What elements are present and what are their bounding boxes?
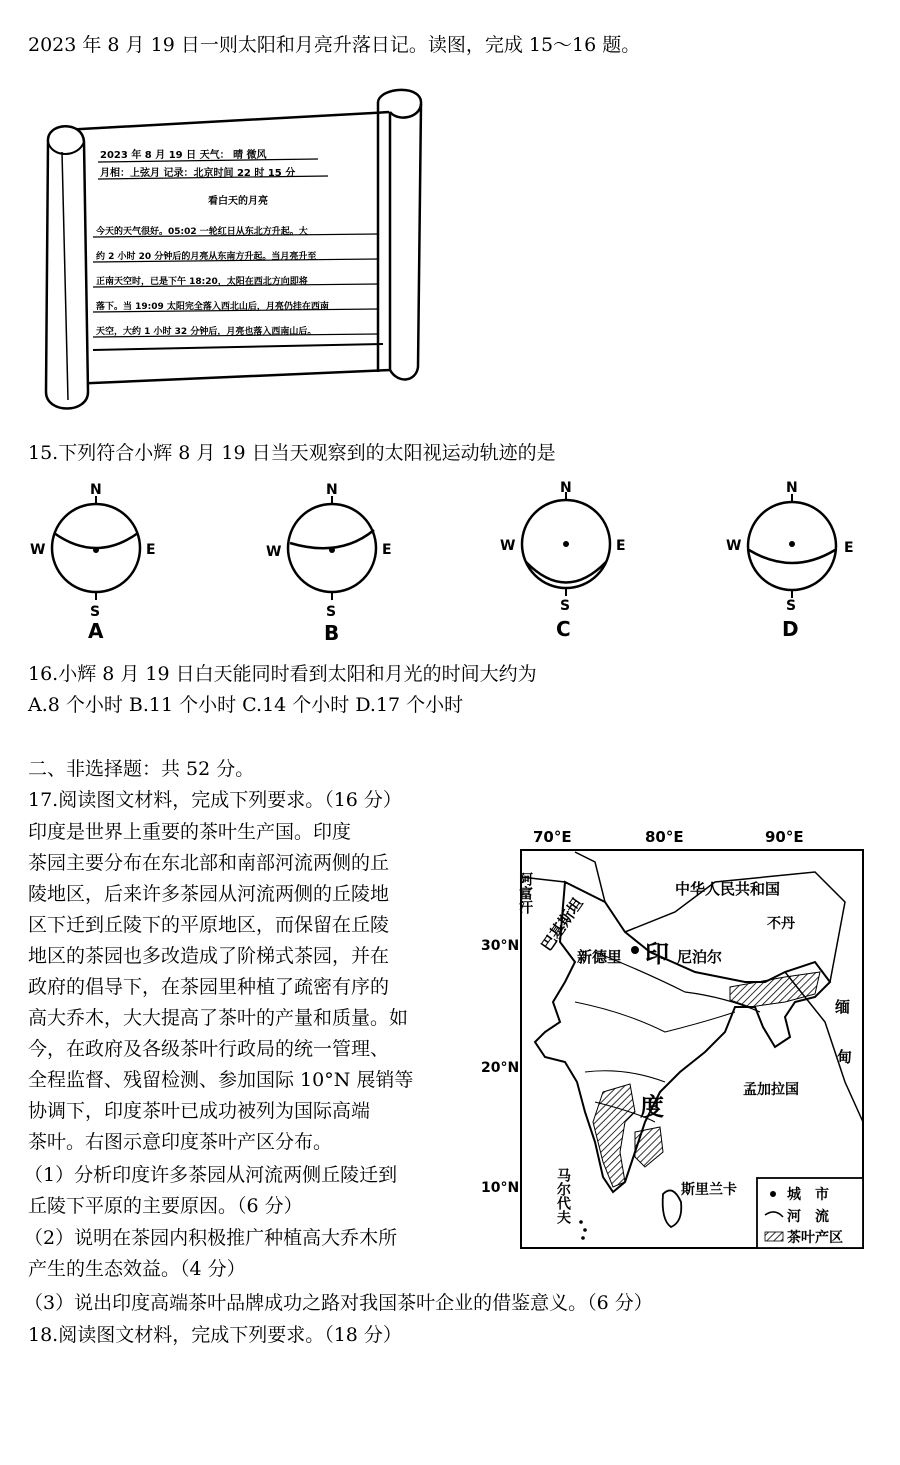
label-srilanka: 斯里兰卡	[681, 1182, 737, 1198]
question-15: 15.下列符合小辉 8 月 19 日当天观察到的太阳视运动轨迹的是	[28, 442, 556, 464]
option-a-w: W	[30, 542, 46, 558]
q17-para-3: 区下迁到丘陵下的平原地区，而保留在丘陵	[28, 914, 390, 936]
option-d-n: N	[786, 480, 798, 496]
lat-20: 20°N	[481, 1060, 520, 1076]
option-b-w: W	[266, 544, 282, 560]
diary-line1: 2023 年 8 月 19 日 天气： 晴 微风	[100, 150, 267, 161]
question-17-title: 17.阅读图文材料，完成下列要求。（16 分）	[28, 789, 402, 811]
q17-para-6: 高大乔木，大大提高了茶叶的产量和质量。如	[28, 1007, 409, 1029]
q17-sub-3: （3）说出印度高端茶叶品牌成功之路对我国茶叶企业的借鉴意义。（6 分）	[24, 1292, 653, 1314]
q17-para-4: 地区的茶园也多改造成了阶梯式茶园，并在	[28, 945, 390, 967]
label-india-1: 印	[645, 940, 669, 968]
diary-body-1: 约 2 小时 20 分钟后的月亮从东南方升起。当月亮升至	[96, 252, 317, 262]
newdelhi-dot	[631, 946, 639, 954]
label-india-2: 度	[640, 1093, 664, 1121]
q17-para-5: 政府的倡导下，在茶园里种植了疏密有序的	[28, 976, 390, 998]
lat-10: 10°N	[481, 1180, 520, 1196]
label-maldives: 马尔代夫	[555, 1168, 571, 1224]
diary-body-4: 天空，大约 1 小时 32 分钟后，月亮也落入西南山后。	[96, 327, 317, 337]
q17-sub-1b: 丘陵下平原的主要原因。（6 分）	[28, 1195, 303, 1217]
option-a-diagram[interactable]	[30, 482, 156, 643]
lat-30: 30°N	[481, 938, 520, 954]
legend-city: 城 市	[787, 1187, 829, 1203]
option-c-s: S	[560, 598, 571, 614]
option-a-s: S	[90, 604, 101, 620]
q17-para-10: 茶叶。右图示意印度茶叶产区分布。	[28, 1131, 333, 1153]
label-bhutan: 不丹	[767, 916, 795, 932]
option-d-letter: D	[782, 617, 799, 641]
q17-sub-2a: （2）说明在茶园内积极推广种植高大乔木所	[24, 1227, 398, 1249]
option-c-letter: C	[556, 617, 571, 641]
map-svg	[481, 822, 880, 1252]
option-a-e: E	[146, 542, 156, 558]
option-c-n: N	[560, 480, 572, 496]
option-d-w: W	[726, 538, 742, 554]
option-c-e: E	[616, 538, 626, 554]
option-a-letter: A	[88, 619, 104, 643]
q17-para-1: 茶园主要分布在东北部和南部河流两侧的丘	[28, 852, 390, 874]
option-b-diagram[interactable]	[266, 482, 392, 645]
question-16: 16.小辉 8 月 19 日白天能同时看到太阳和月光的时间大约为	[28, 663, 537, 685]
label-china: 中华人民共和国	[675, 880, 781, 898]
diary-heading: 看白天的月亮	[208, 196, 268, 207]
scroll-frame	[28, 82, 428, 412]
q17-sub-2b: 产生的生态效益。（4 分）	[28, 1258, 246, 1280]
q17-para-7: 今，在政府及各级茶叶行政局的统一管理、	[28, 1038, 390, 1060]
lon-90: 90°E	[765, 828, 804, 846]
diary-body-3: 落下。当 19:09 太阳完全落入西北山后，月亮仍挂在西南	[96, 302, 329, 312]
label-bangladesh: 孟加拉国	[743, 1082, 799, 1098]
q17-sub-1a: （1）分析印度许多茶园从河流两侧丘陵迁到	[24, 1164, 398, 1186]
legend-river: 河 流	[787, 1209, 829, 1225]
diary-line2: 月相：上弦月 记录：北京时间 22 时 15 分	[100, 168, 296, 179]
question-18-title: 18.阅读图文材料，完成下列要求。（18 分）	[28, 1324, 402, 1346]
option-c-w: W	[500, 538, 516, 554]
india-tea-map	[481, 822, 880, 1252]
lon-80: 80°E	[645, 828, 684, 846]
option-b-e: E	[382, 542, 392, 558]
option-b-s: S	[326, 604, 337, 620]
section-2-heading: 二、非选择题：共 52 分。	[28, 758, 255, 780]
label-pakistan: 巴基斯坦	[537, 894, 587, 955]
option-d-e: E	[844, 540, 854, 556]
label-newdelhi: 新德里	[577, 948, 623, 966]
label-myanmar-1: 缅	[835, 998, 851, 1016]
q17-para-2: 陵地区，后来许多茶园从河流两侧的丘陵地	[28, 883, 390, 905]
option-d-s: S	[786, 598, 797, 614]
option-a-n: N	[90, 482, 102, 498]
label-afghanistan: 阿富汗	[517, 872, 533, 914]
q17-para-8: 全程监督、残留检测、参加国际 10°N 展销等	[28, 1069, 414, 1091]
option-b-letter: B	[324, 621, 340, 645]
label-myanmar-2: 甸	[837, 1048, 853, 1066]
q17-para-9: 协调下，印度茶叶已成功被列为国际高端	[28, 1100, 371, 1122]
question-16-options[interactable]: A.8 个小时 B.11 个小时 C.14 个小时 D.17 个小时	[28, 694, 464, 716]
q15-diagrams	[20, 478, 880, 648]
q17-para-0: 印度是世界上重要的茶叶生产国。印度	[28, 821, 352, 843]
diary-body-2: 正南天空时，已是下午 18:20，太阳在西北方向即将	[96, 277, 308, 287]
option-c-diagram[interactable]	[500, 480, 626, 641]
legend-tea: 茶叶产区	[787, 1230, 843, 1246]
label-nepal: 尼泊尔	[677, 948, 723, 966]
option-d-diagram[interactable]	[726, 480, 854, 641]
diary-body-0: 今天的天气很好。05:02 一轮红日从东北方升起。大	[96, 227, 308, 237]
intro-text: 2023 年 8 月 19 日一则太阳和月亮升落日记。读图，完成 15～16 题。	[28, 34, 641, 56]
option-b-n: N	[326, 482, 338, 498]
lon-70: 70°E	[533, 828, 572, 846]
diary-scroll	[28, 82, 428, 412]
